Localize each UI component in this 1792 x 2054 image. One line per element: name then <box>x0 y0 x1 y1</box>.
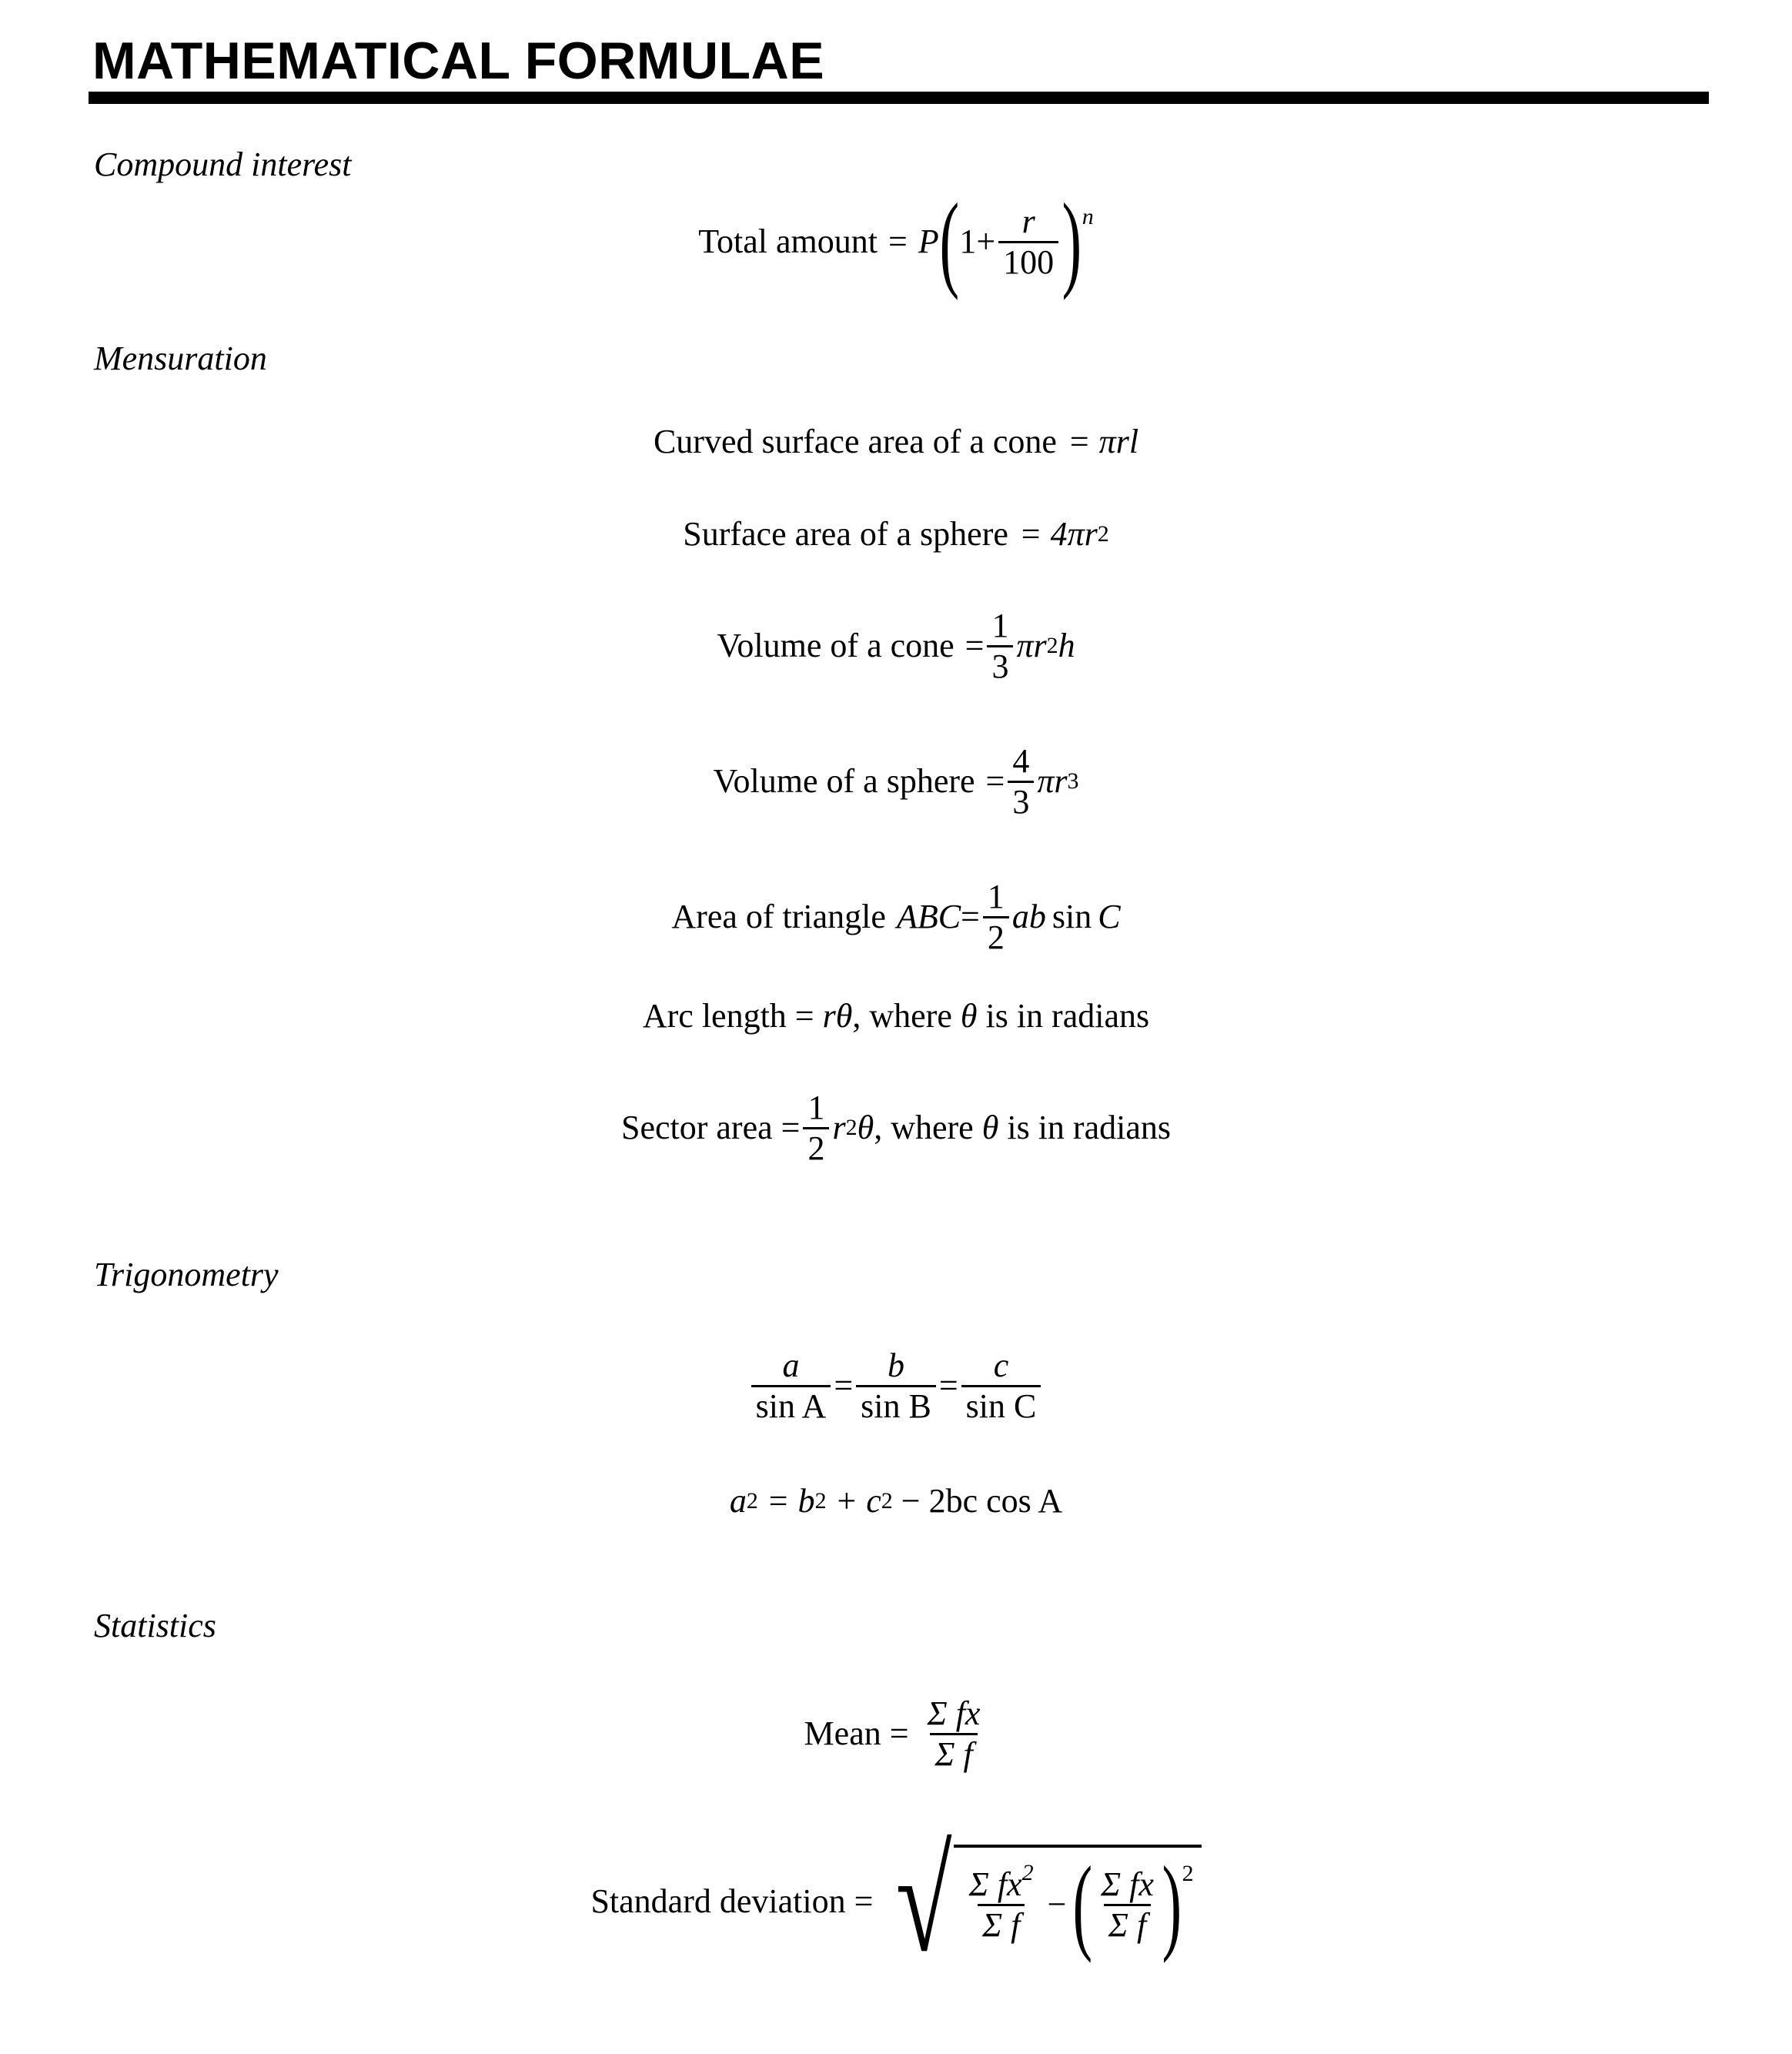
numerator: 1 <box>991 606 1009 644</box>
exponent: n <box>1082 204 1094 229</box>
label: Sector area = <box>621 1109 801 1146</box>
denominator: Σ f <box>1104 1904 1151 1945</box>
fraction-fx <box>1096 1865 1158 1945</box>
equals-sign: = <box>938 1367 958 1404</box>
rate-fraction <box>998 202 1058 282</box>
page-title: MATHEMATICAL FORMULAE <box>92 32 825 90</box>
formula-sphere-volume: Volume of a sphere = $\frac{4}{3}$ πr 3 <box>713 741 1079 821</box>
numerator: c <box>993 1346 1009 1384</box>
denominator: 2 <box>803 1127 829 1168</box>
c-term: + c <box>826 1482 881 1520</box>
numerator: b <box>887 1346 904 1384</box>
denominator: sin C <box>961 1385 1041 1426</box>
formula-arc-length <box>0 995 1792 1038</box>
section-heading-mensuration: Mensuration <box>94 340 267 377</box>
numerator: r <box>1021 202 1035 240</box>
label: Standard deviation = <box>590 1882 874 1920</box>
numerator: a <box>782 1346 800 1384</box>
formula-standard-deviation <box>0 1821 1792 1982</box>
right-paren: ) <box>1162 1845 1182 1964</box>
sides: ab <box>1011 898 1046 935</box>
denominator: 3 <box>1008 781 1034 821</box>
fraction <box>987 607 1013 686</box>
b-term: = b <box>757 1482 815 1520</box>
fraction-a <box>751 1346 831 1426</box>
label: Volume of a sphere <box>713 762 975 800</box>
fraction-b <box>856 1346 936 1426</box>
formula-sine-rule <box>0 1340 1792 1432</box>
formula-sector-area: Sector area = $\frac{1}{2}$ r 2 θ , where θ is in radians <box>621 1088 1171 1167</box>
section-heading-compound-interest: Compound interest <box>94 146 352 183</box>
radicand <box>954 1845 1202 1964</box>
denominator: Σ f <box>930 1733 977 1774</box>
square-root-icon: √ <box>896 1821 953 1982</box>
fraction-c <box>961 1346 1041 1426</box>
numerator: 1 <box>987 877 1005 915</box>
title-rule <box>89 92 1709 104</box>
right-paren: ) <box>1061 182 1082 301</box>
theta-symbol: θ <box>960 997 978 1035</box>
formula-cone-volume: Volume of a cone = $\frac{1}{3}$ πr 2 h <box>717 606 1075 685</box>
label: Surface area of a sphere <box>683 515 1008 553</box>
denominator: Σ f <box>978 1904 1025 1945</box>
angle: C <box>1098 898 1121 935</box>
side-a: a <box>729 1482 747 1520</box>
label: Total amount <box>698 222 878 260</box>
minus-sign: − <box>1047 1885 1067 1923</box>
fraction <box>983 878 1009 957</box>
denominator: 3 <box>987 645 1013 686</box>
expression: = πrl <box>1067 423 1139 460</box>
formula-cosine-rule: a 2 = b 2 + c 2 − 2bc cos A <box>0 1480 1792 1523</box>
equals-sign: = <box>965 627 985 664</box>
equals-sign: = <box>888 222 908 260</box>
equals-sign: = <box>961 898 980 935</box>
numerator: Σ fx <box>927 1694 981 1732</box>
formula-total-amount <box>0 182 1792 301</box>
label: Area of triangle <box>671 898 886 935</box>
expression: πr <box>1016 627 1047 664</box>
formula-cone-curved-surface-area <box>0 420 1792 463</box>
label: Arc length = <box>642 997 823 1035</box>
label: Curved surface area of a cone <box>653 423 1057 460</box>
fraction <box>923 1694 985 1774</box>
fraction <box>1008 742 1034 821</box>
triangle-name: ABC <box>896 898 961 935</box>
theta-symbol: θ <box>857 1109 874 1146</box>
tail-text: is in radians <box>977 997 1150 1035</box>
label: Volume of a cone <box>717 627 955 664</box>
label: Mean = <box>804 1714 909 1752</box>
numerator: Σ fx <box>1101 1865 1154 1903</box>
left-paren: ( <box>1072 1845 1093 1964</box>
numerator: 4 <box>1012 741 1030 780</box>
formula-mean <box>0 1686 1792 1781</box>
one-plus: 1+ <box>959 222 996 260</box>
fraction <box>803 1089 829 1168</box>
where-text: , where <box>874 1109 982 1146</box>
sin-function: sin <box>1051 898 1092 935</box>
expression: = 4πr <box>1018 515 1098 553</box>
formula-triangle-area <box>0 875 1792 959</box>
principal-symbol: P <box>918 222 939 260</box>
expression: πr <box>1037 762 1068 800</box>
left-paren: ( <box>939 182 959 301</box>
radius-symbol: r <box>832 1109 846 1146</box>
equals-sign: = <box>985 762 1005 800</box>
outer-exponent: 2 <box>1182 1861 1194 1886</box>
section-heading-statistics: Statistics <box>94 1607 216 1644</box>
denominator: sin B <box>856 1385 936 1426</box>
theta-symbol-2: θ <box>981 1109 999 1146</box>
expression: rθ <box>822 997 853 1035</box>
tail-text: is in radians <box>998 1109 1171 1146</box>
equals-sign: = <box>834 1367 854 1404</box>
numerator: 1 <box>807 1088 825 1126</box>
section-heading-trigonometry: Trigonometry <box>94 1256 279 1293</box>
where-text: , where <box>852 997 961 1035</box>
cos-term: − 2bc cos A <box>892 1482 1063 1520</box>
denominator: 2 <box>983 916 1009 957</box>
fraction-fx2 <box>965 1859 1038 1945</box>
numerator: Σ $fx^2$ <box>968 1859 1034 1903</box>
denominator: 100 <box>998 241 1058 282</box>
height-symbol: h <box>1058 627 1075 664</box>
denominator: sin A <box>751 1385 831 1426</box>
formula-sphere-surface-area: Surface area of a sphere = 4πr 2 <box>0 513 1792 556</box>
